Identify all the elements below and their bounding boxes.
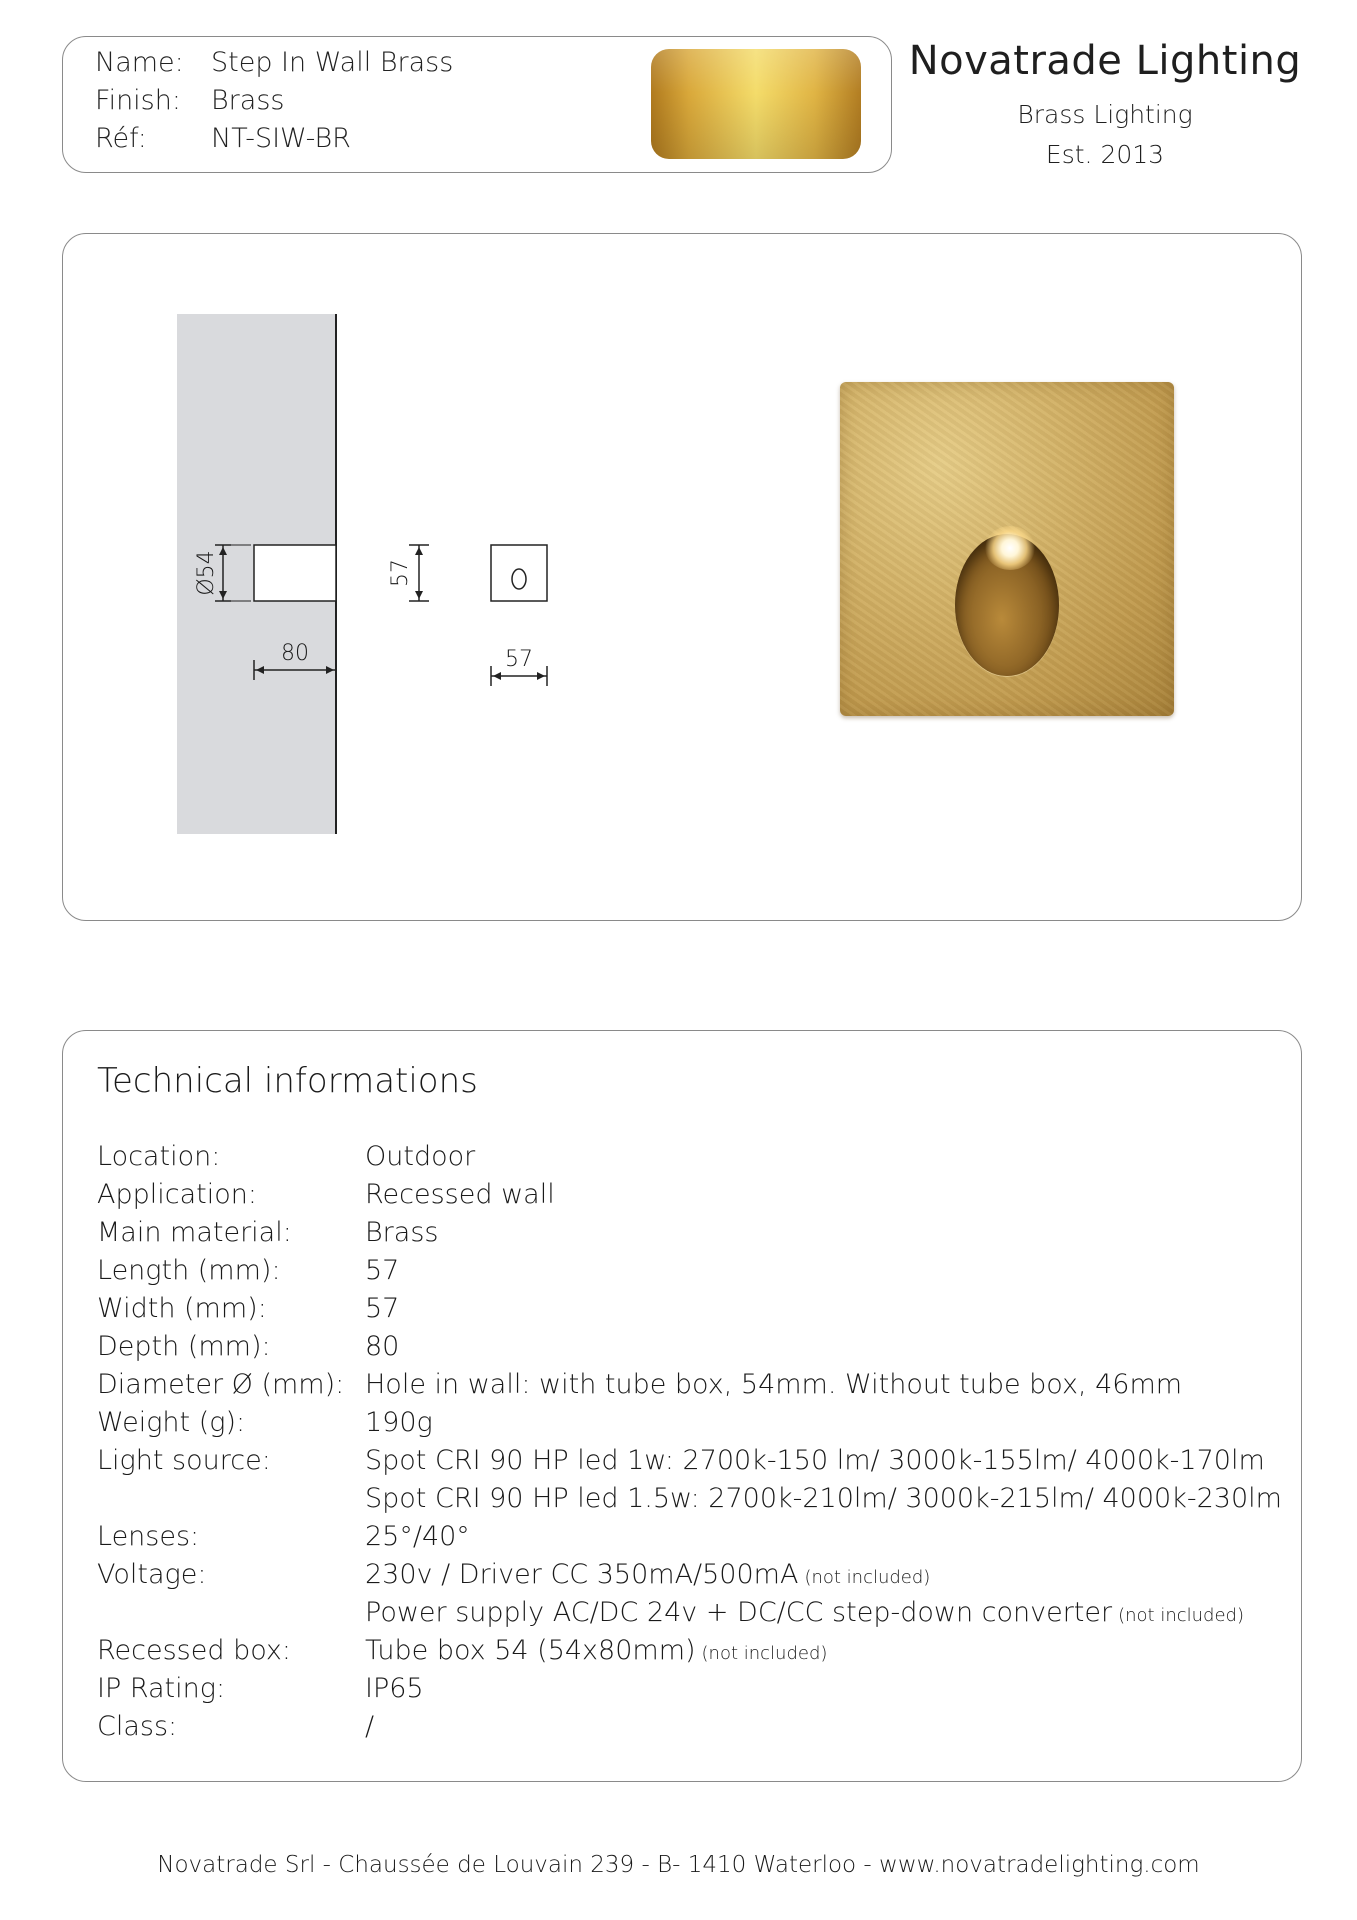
spec-value: Hole in wall: with tube box, 54mm. Without tube box, 46mm — [365, 1369, 1183, 1400]
side-view-body — [254, 545, 336, 601]
product-photo — [840, 382, 1174, 716]
spec-row-weight — [97, 1407, 433, 1438]
technical-info-card — [62, 1030, 1302, 1782]
dim-width-label: 57 — [505, 647, 533, 672]
spec-label: Length (mm): — [97, 1255, 281, 1286]
spec-label: Voltage: — [97, 1559, 207, 1590]
spec-row-depth — [97, 1331, 399, 1362]
spec-row-diameter — [97, 1369, 1182, 1400]
spec-row-recessed-box — [97, 1635, 827, 1666]
finish-row — [95, 85, 284, 116]
spec-row-light-source — [97, 1445, 1265, 1476]
dim-depth-label: 80 — [281, 641, 309, 666]
name-label: Name: — [95, 47, 184, 78]
spec-label: Lenses: — [97, 1521, 200, 1552]
spec-note: (not included) — [1118, 1605, 1244, 1626]
spec-label: Location: — [97, 1141, 221, 1172]
spec-row-length — [97, 1255, 399, 1286]
spec-value: 80 — [365, 1331, 400, 1362]
spec-row-application — [97, 1179, 555, 1210]
brand-established: Est. 2013 — [1045, 140, 1165, 169]
spec-row-lenses — [97, 1521, 470, 1552]
spec-value: Spot CRI 90 HP led 1w: 2700k-150 lm/ 3000k-155lm/ 4000k-170lm — [365, 1445, 1265, 1476]
ref-label: Réf: — [95, 123, 147, 154]
spec-value: Brass — [365, 1217, 439, 1248]
lamp-opening — [955, 534, 1059, 676]
spec-row-voltage — [97, 1559, 930, 1590]
name-value: Step In Wall Brass — [211, 47, 454, 78]
spec-value: IP65 — [365, 1673, 424, 1704]
ref-value: NT-SIW-BR — [211, 123, 351, 154]
spec-value: 57 — [365, 1255, 400, 1286]
spec-value: Tube box 54 (54x80mm) — [365, 1635, 696, 1666]
spec-value: Recessed wall — [365, 1179, 555, 1210]
spec-row-location — [97, 1141, 475, 1172]
dim-diameter-label: Ø54 — [194, 550, 219, 596]
spec-value: Power supply AC/DC 24v + DC/CC step-down converter — [365, 1597, 1113, 1628]
finish-swatch — [651, 49, 861, 159]
spec-label: Light source: — [97, 1445, 271, 1476]
spec-note: (not included) — [804, 1567, 931, 1588]
spec-value: Outdoor — [365, 1141, 476, 1172]
spec-row-material — [97, 1217, 438, 1248]
finish-label: Finish: — [95, 85, 181, 116]
spec-row-class — [97, 1711, 374, 1742]
spec-value: 25°/40° — [365, 1521, 470, 1552]
front-view-plate — [491, 545, 547, 601]
brand-tagline: Brass Lighting — [1017, 100, 1193, 129]
spec-label: Recessed box: — [97, 1635, 291, 1666]
dim-height-label: 57 — [388, 559, 413, 587]
spec-voltage-line-2 — [365, 1597, 1244, 1628]
spec-label: IP Rating: — [97, 1673, 226, 1704]
spec-note: (not included) — [701, 1643, 828, 1664]
technical-drawing-card — [62, 233, 1302, 921]
spec-value: 57 — [365, 1293, 400, 1324]
spec-light-source-line-2: Spot CRI 90 HP led 1.5w: 2700k-210lm/ 3000k-215lm/ 4000k-230lm — [365, 1483, 1282, 1514]
spec-value: 230v / Driver CC 350mA/500mA — [365, 1559, 799, 1590]
spec-row-ip-rating — [97, 1673, 424, 1704]
ref-row — [95, 123, 351, 154]
spec-label: Diameter Ø (mm): — [97, 1369, 345, 1400]
spec-value: / — [365, 1711, 375, 1742]
brand-name: Novatrade Lighting — [908, 38, 1302, 84]
spec-label: Class: — [97, 1711, 178, 1742]
spec-label: Application: — [97, 1179, 257, 1210]
spec-value: 190g — [365, 1407, 433, 1438]
footer-address: Novatrade Srl - Chaussée de Louvain 239 - B- 1410 Waterloo - www.novatradelighting.com — [157, 1852, 1200, 1878]
spec-label: Weight (g): — [97, 1407, 246, 1438]
spec-label: Main material: — [97, 1217, 292, 1248]
spec-row-width — [97, 1293, 399, 1324]
tech-title: Technical informations — [97, 1061, 478, 1101]
product-id-card — [62, 36, 892, 173]
spec-label: Depth (mm): — [97, 1331, 271, 1362]
name-row — [95, 47, 453, 78]
finish-value: Brass — [211, 85, 285, 116]
led-glow — [985, 526, 1035, 570]
spec-label: Width (mm): — [97, 1293, 267, 1324]
